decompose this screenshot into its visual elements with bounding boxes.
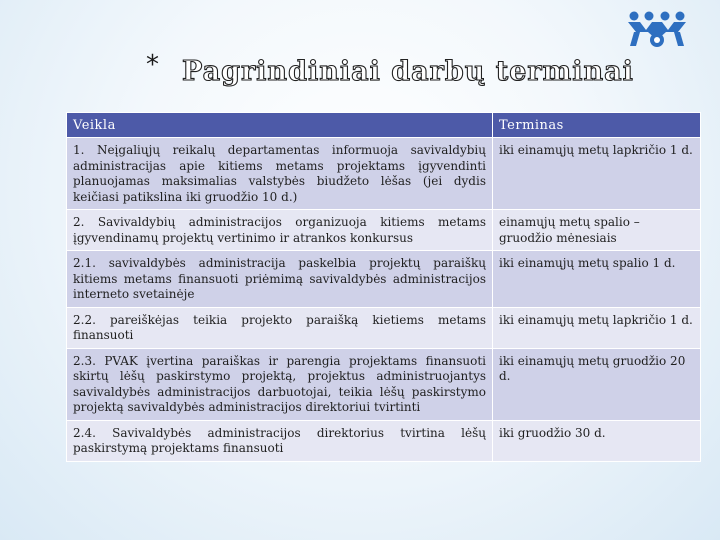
deadline-cell: iki einamųjų metų lapkričio 1 d. [493, 138, 701, 210]
table-row [67, 348, 701, 420]
table-header-row [67, 113, 701, 138]
title-bullet-star: * [146, 50, 159, 80]
activity-cell: 1. Neįgaliųjų reikalų departamentas informuoja savivaldybių administracijas apie kitiems metams projektams įgyvendinti planuojamas maksimalias valstybės biudžeto lėšas (jei dydis keičiasi patikslina iki gruodžio 10 d.) [67, 138, 493, 210]
activity-cell: 2.3. PVAK įvertina paraiškas ir parengia projektams finansuoti skirtų lėšų paskirstymo projektą, projektus administruojantys savivaldybės administracijos darbuotojai, teikia lėšų paskirstymo projektą savivaldybės administracijos direktoriui tvirtinti [67, 348, 493, 420]
table-row [67, 307, 701, 348]
activity-cell: 2.1. savivaldybės administracija paskelbia projektų paraiškų kitiems metams finansuoti priėmimą savivaldybės administracijos interneto svetainėje [67, 251, 493, 308]
activity-cell: 2.2. pareiškėjas teikia projekto paraišką kietiems metams finansuoti [67, 307, 493, 348]
activity-cell: 2.4. Savivaldybės administracijos direktorius tvirtina lėšų paskirstymą projektams finansuoti [67, 420, 493, 461]
deadline-cell: iki einamųjų metų lapkričio 1 d. [493, 307, 701, 348]
deadline-cell: iki gruodžio 30 d. [493, 420, 701, 461]
table-row [67, 138, 701, 210]
deadline-cell: iki einamųjų metų spalio 1 d. [493, 251, 701, 308]
deadline-cell: iki einamųjų metų gruodžio 20 d. [493, 348, 701, 420]
header-deadline: Terminas [493, 113, 701, 138]
header-activity: Veikla [67, 113, 493, 138]
table-row [67, 420, 701, 461]
table-row [67, 251, 701, 308]
deadlines-table [66, 112, 701, 462]
activity-cell: 2. Savivaldybių administracijos organizuoja kitiems metams įgyvendinamų projektų vertinimo ir atrankos konkursus [67, 210, 493, 251]
title-area [140, 48, 700, 90]
page-title: Pagrindiniai darbų terminai [182, 56, 634, 87]
people-circle-logo-icon [626, 10, 688, 50]
deadline-cell: einamųjų metų spalio – gruodžio mėnesiais [493, 210, 701, 251]
table-row [67, 210, 701, 251]
